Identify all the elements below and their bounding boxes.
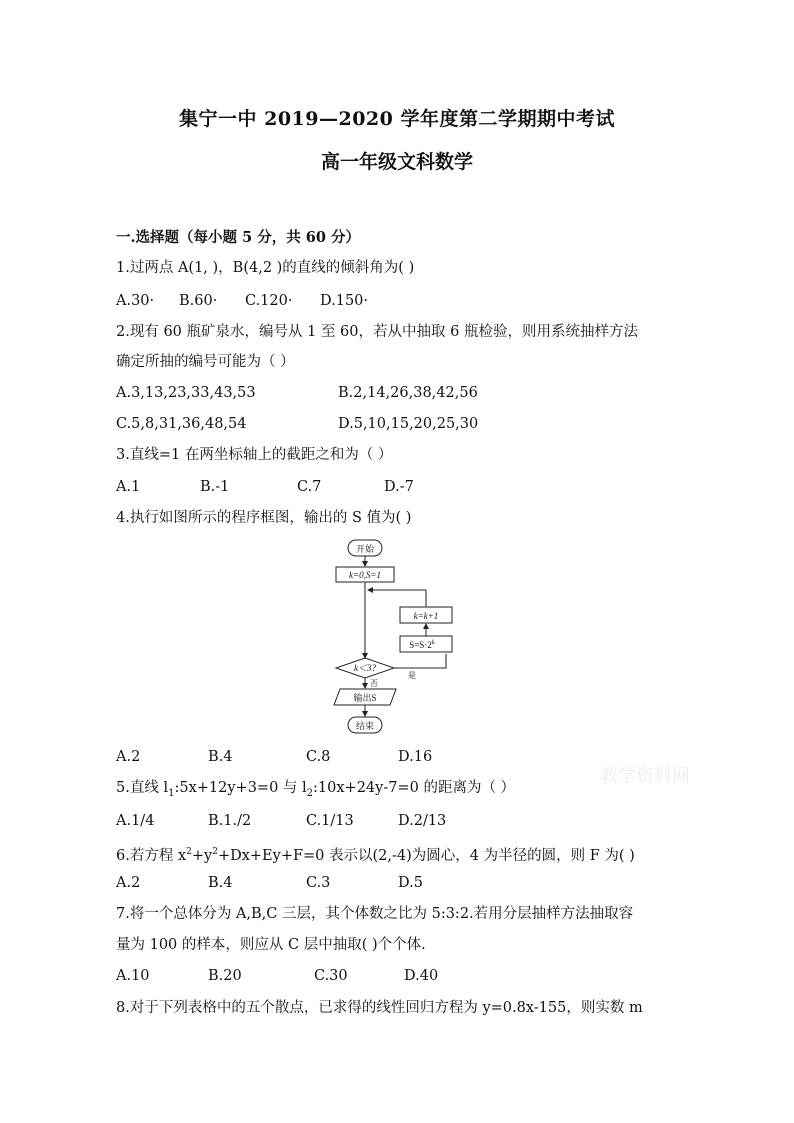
flow-loop-line	[368, 590, 426, 607]
q6-option-a: A.2	[116, 875, 141, 891]
q5-subscript: 1	[168, 787, 175, 799]
flow-yes-label: 是	[408, 671, 416, 680]
q6-stem-part: 6.若方程 x	[116, 847, 187, 864]
q5-subscript: 2	[306, 787, 314, 799]
q1-option-d: D.150·	[320, 293, 369, 309]
q5-stem-part: :5x+12y+3=0 与 l	[174, 780, 307, 796]
question-2-stem: 2.现有 60 瓶矿泉水，编号从 1 至 60，若从中抽取 6 瓶检验，则用系统抽样方法	[116, 324, 638, 340]
question-5-stem	[116, 778, 515, 804]
q2-option-c: C.5,8,31,36,48,54	[116, 416, 247, 432]
q7-option-d: D.40	[404, 968, 439, 984]
q5-stem-part: 5.直线 l	[116, 780, 169, 796]
question-6-stem	[116, 842, 635, 866]
q1-option-b: B.60·	[179, 293, 218, 309]
q6-stem-part: +y	[191, 847, 213, 864]
flow-yes-line	[394, 654, 446, 668]
flow-output-label: 输出S	[353, 693, 377, 703]
question-1-stem: 1.过两点 A(1, )，B(4,2 )的直线的倾斜角为( )	[116, 260, 415, 276]
q1-option-c: C.120·	[245, 293, 293, 309]
q3-option-b: B.-1	[200, 479, 230, 495]
q7-option-a: A.10	[116, 968, 150, 984]
flow-no-label: 否	[370, 679, 378, 688]
q5-option-d: D.2/13	[398, 813, 447, 829]
question-7-stem-cont: 量为 100 的样本，则应从 C 层中抽取( )个个体.	[116, 937, 426, 953]
q4-option-a: A.2	[116, 749, 141, 765]
q4-option-d: D.16	[398, 749, 433, 765]
q6-option-d: D.5	[398, 875, 423, 891]
q3-option-a: A.1	[116, 479, 141, 495]
question-2-stem-cont: 确定所抽的编号可能为（ ）	[116, 354, 295, 370]
flow-init-label: k=0,S=1	[349, 570, 381, 580]
q4-option-c: C.8	[306, 749, 331, 765]
question-4-stem: 4.执行如图所示的程序框图，输出的 S 值为( )	[116, 510, 412, 526]
q3-option-d: D.-7	[384, 479, 414, 495]
q2-option-a: A.3,13,23,33,43,53	[116, 385, 256, 401]
section-heading: 一.选择题（每小题 5 分，共 60 分）	[116, 229, 361, 246]
flow-update-s-base: S=S·2	[409, 640, 432, 650]
q5-option-c: C.1/13	[306, 813, 354, 829]
flow-update-s-label	[409, 640, 435, 650]
q4-option-b: B.4	[208, 749, 233, 765]
q2-option-d: D.5,10,15,20,25,30	[338, 416, 479, 432]
q6-option-b: B.4	[208, 875, 233, 891]
exam-title: 集宁一中 2019—2020 学年度第二学期期中考试	[179, 108, 615, 130]
flow-update-k-label: k=k+1	[413, 611, 439, 621]
q2-option-b: B.2,14,26,38,42,56	[338, 385, 478, 401]
watermark: 教学资料网	[600, 766, 690, 787]
q5-option-b: B.1./2	[208, 813, 252, 829]
q6-option-c: C.3	[306, 875, 331, 891]
q3-option-c: C.7	[297, 479, 322, 495]
q6-stem-part: +Dx+Ey+F=0 表示以(2,-4)为圆心，4 为半径的圆，则 F 为( )	[217, 847, 635, 864]
question-3-stem: 3.直线=1 在两坐标轴上的截距之和为（ ）	[116, 447, 393, 463]
q7-option-c: C.30	[314, 968, 348, 984]
q5-option-a: A.1/4	[116, 813, 155, 829]
flow-start-label: 开始	[355, 544, 375, 554]
q7-option-b: B.20	[208, 968, 242, 984]
exam-subtitle: 高一年级文科数学	[320, 151, 473, 173]
q6-superscript: 2	[186, 847, 192, 857]
flow-update-s-exp: k	[431, 640, 435, 646]
q6-superscript: 2	[212, 847, 218, 857]
flow-condition-label: k＜3?	[354, 663, 376, 673]
q1-option-a: A.30·	[116, 293, 155, 309]
q5-stem-part: :10x+24y-7=0 的距离为（ ）	[313, 780, 516, 796]
flow-end-label: 结束	[355, 721, 375, 731]
question-8-stem: 8.对于下列表格中的五个散点，已求得的线性回归方程为 y=0.8x-155，则实数 m	[116, 1000, 643, 1016]
program-flowchart	[328, 536, 458, 740]
question-7-stem: 7.将一个总体分为 A,B,C 三层，其个体数之比为 5:3:2.若用分层抽样方法抽取容	[116, 906, 634, 922]
